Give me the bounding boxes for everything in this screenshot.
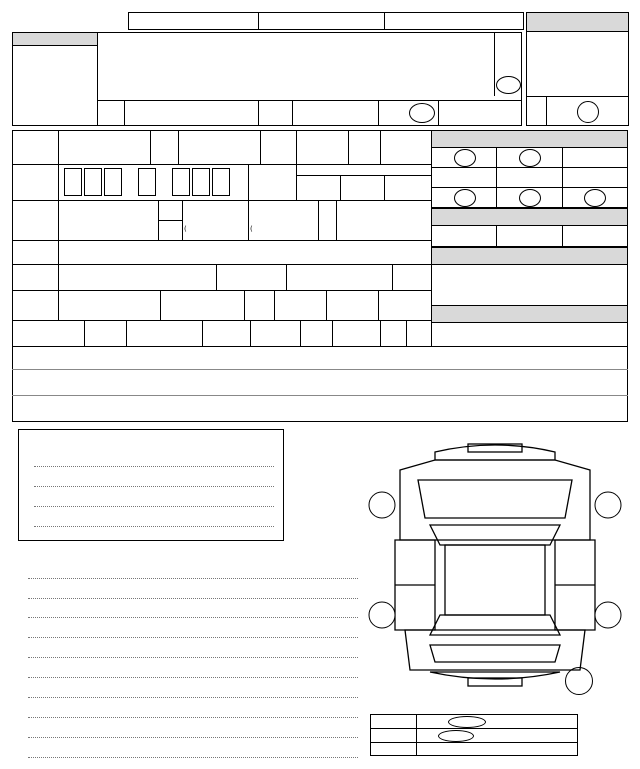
equip-grid-item-8 [563,188,628,208]
mileage-digit-0 [64,168,82,196]
vehicle-block [12,32,522,126]
equip-grid-item-7 [497,188,562,208]
spare-circle [565,667,593,695]
mileage-digit-4 [172,168,190,196]
drive-4wd-circle [496,76,521,94]
equip-grid-circle-6 [454,189,476,207]
mileage-digit-2 [104,168,122,196]
mileage-digit-1 [84,168,102,196]
tv-grid-item-0 [432,226,497,247]
equip-grid-item-1 [497,148,562,168]
equip-grid-item-4 [497,168,562,188]
car-diagram [360,430,630,700]
equip-grid-circle-0 [454,149,476,167]
equip-grid-circle-8 [584,189,606,207]
equip-grid-circle-7 [519,189,541,207]
equip-grid-item-5 [563,168,628,188]
mileage-digit-3 [138,168,156,196]
tv-grid-item-2 [563,226,628,247]
mileage-digit-5 [192,168,210,196]
equip-grid-item-0 [432,148,497,168]
mileage-digit-6 [212,168,230,196]
equip-grid-item-6 [432,188,497,208]
fuel-circle [409,103,435,123]
interior-grade-circle [577,101,599,123]
equip-grid-circle-1 [519,149,541,167]
equip-grid-item-2 [563,148,628,168]
notes-box [18,429,284,541]
tv-grid-item-1 [497,226,562,247]
header-boxes [128,12,524,30]
equip-grid-item-3 [432,168,497,188]
